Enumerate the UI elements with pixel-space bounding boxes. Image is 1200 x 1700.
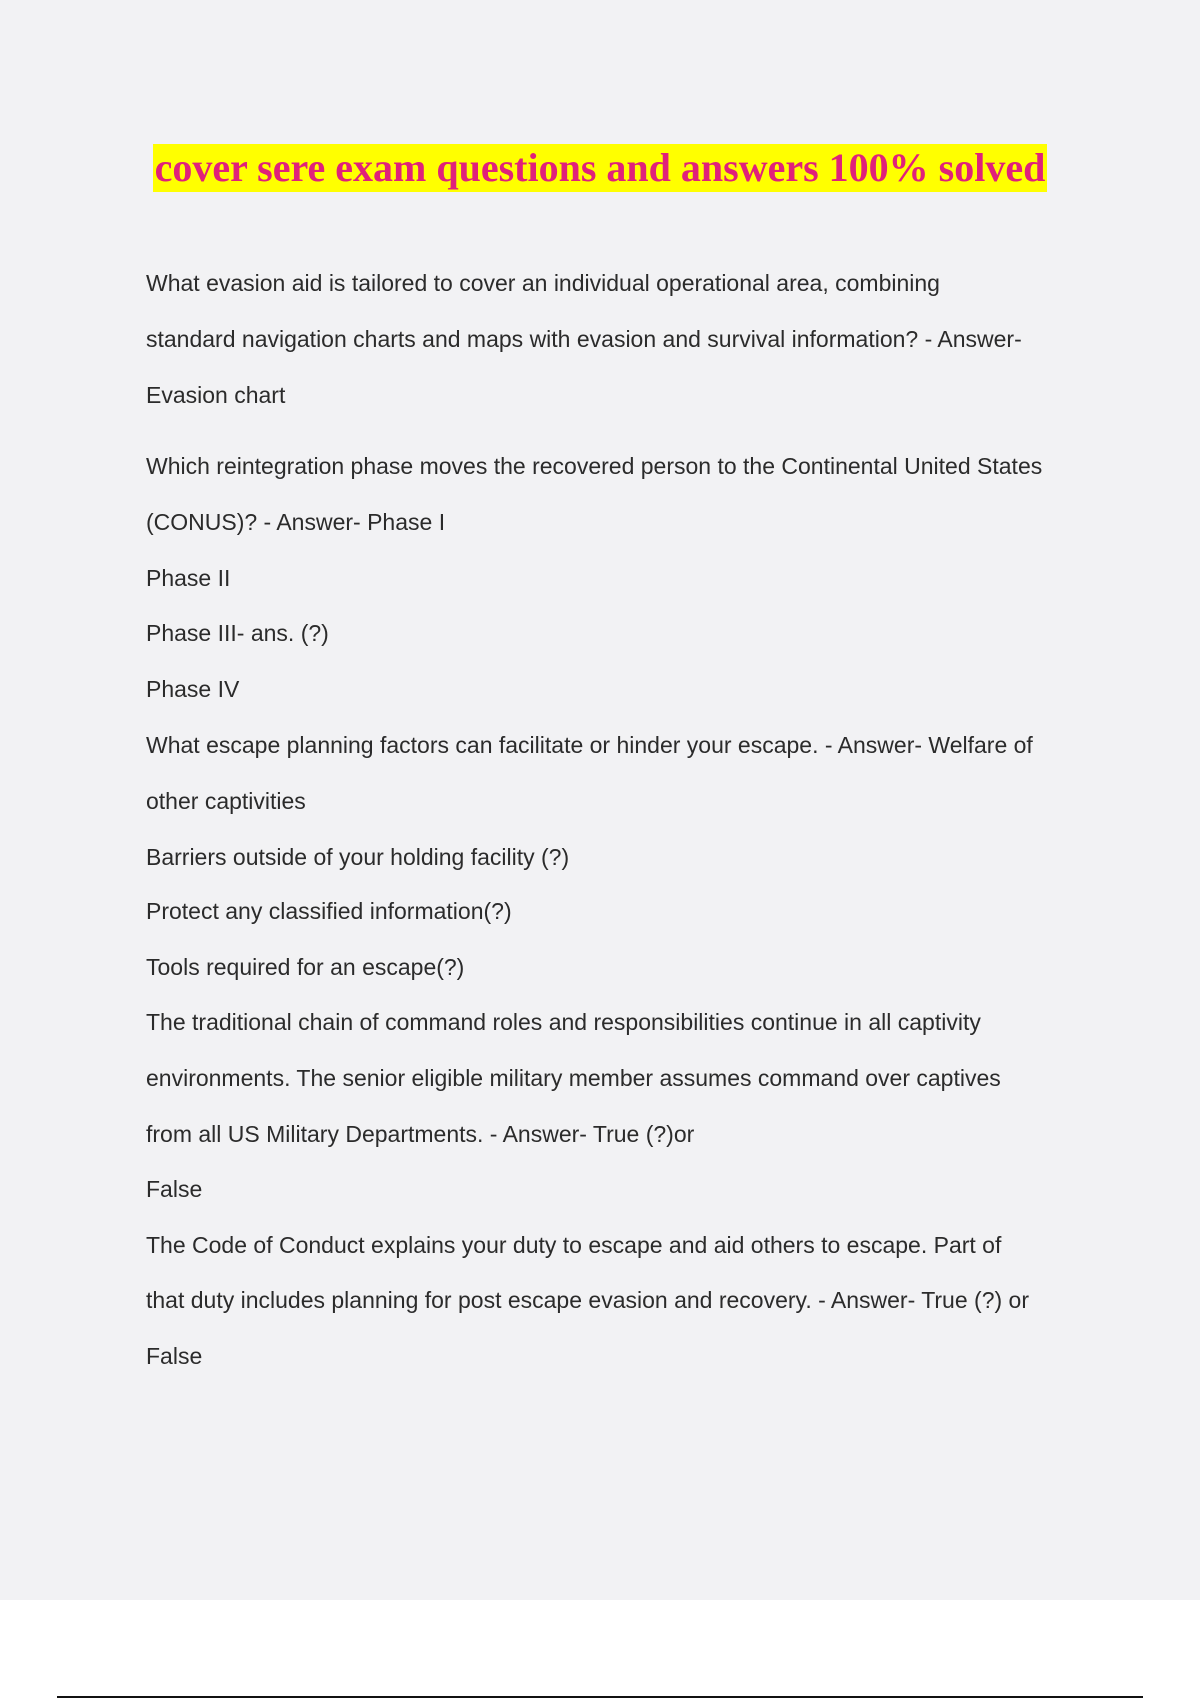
text-line: Phase IV	[146, 676, 240, 702]
text-line: Protect any classified information(?)	[146, 898, 512, 924]
text-line: False	[146, 1176, 203, 1202]
title-container	[0, 144, 1200, 192]
text-line: (CONUS)? - Answer- Phase I	[146, 509, 446, 535]
footer-divider	[57, 1696, 1143, 1698]
page-bottom-area	[0, 1600, 1200, 1700]
text-line: What evasion aid is tailored to cover an individual operational area, combining	[146, 270, 940, 296]
text-line: other captivities	[146, 788, 306, 814]
text-line: Barriers outside of your holding facility (?)	[146, 844, 570, 870]
text-line: False	[146, 1343, 203, 1369]
text-line: Tools required for an escape(?)	[146, 954, 465, 980]
text-line: from all US Military Departments. - Answer- True (?)or	[146, 1121, 695, 1147]
text-line: environments. The senior eligible military member assumes command over captives	[146, 1065, 1001, 1091]
text-line: The traditional chain of command roles and responsibilities continue in all captivity	[146, 1009, 981, 1035]
text-line: The Code of Conduct explains your duty to escape and aid others to escape. Part of	[146, 1232, 1002, 1258]
text-line: Evasion chart	[146, 382, 286, 408]
text-line: standard navigation charts and maps with evasion and survival information? - Answer-	[146, 326, 1022, 352]
text-line: Phase III- ans. (?)	[146, 620, 329, 646]
text-line: Phase II	[146, 565, 231, 591]
text-line: that duty includes planning for post escape evasion and recovery. - Answer- True (?) or	[146, 1287, 1029, 1313]
document-title: cover sere exam questions and answers 100% solved	[154, 145, 1046, 190]
text-line: What escape planning factors can facilitate or hinder your escape. - Answer- Welfare of	[146, 732, 1033, 758]
text-line: Which reintegration phase moves the recovered person to the Continental United States	[146, 453, 1043, 479]
